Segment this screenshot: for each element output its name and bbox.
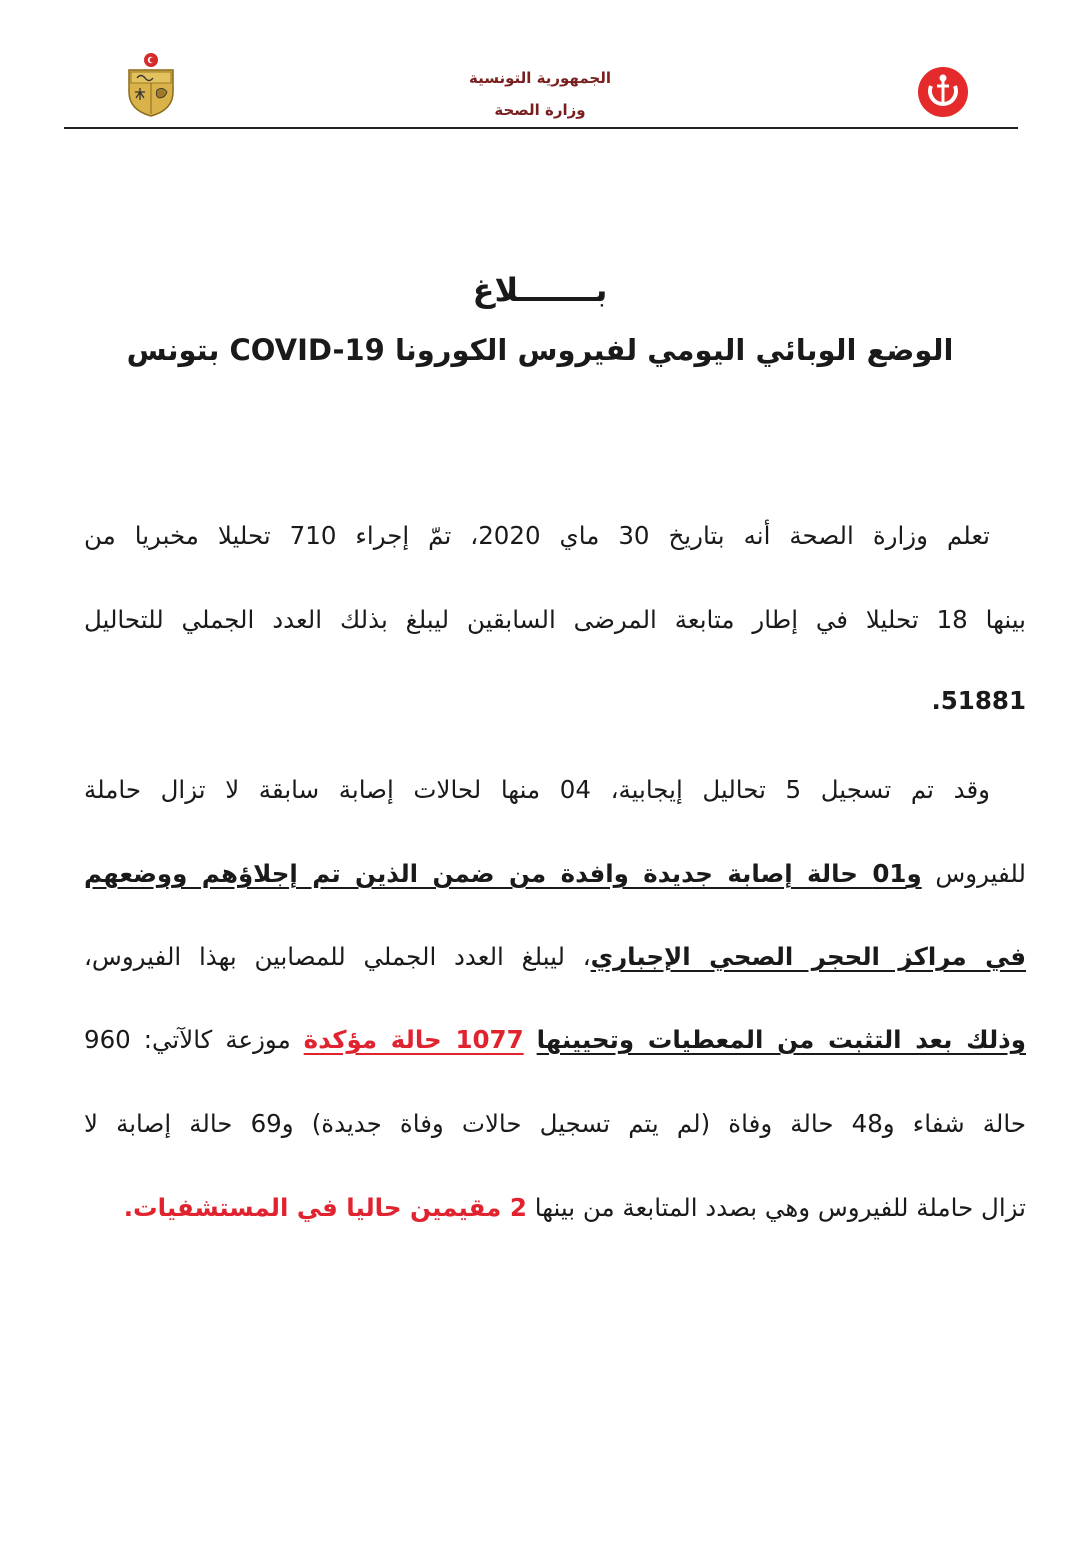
- paragraph2-line6: [84, 1184, 1026, 1232]
- ministry-health-logo-icon: [917, 66, 969, 118]
- header-divider: [64, 127, 1018, 129]
- text-segment: ، ليبلغ العدد الجملي للمصابين بهذا الفيروس،: [84, 942, 591, 971]
- paragraph2-line4: [84, 1016, 1026, 1064]
- paragraph1-line1: تعلم وزارة الصحة أنه بتاريخ 30 ماي 2020، تمّ إجراء 710 تحليلا مخبريا من: [84, 521, 990, 550]
- letterhead: [0, 0, 1080, 140]
- paragraph2-line3: [84, 933, 1026, 981]
- paragraph2-line2: [84, 850, 1026, 898]
- text-segment: [524, 1025, 537, 1054]
- header-titles: [440, 66, 640, 122]
- paragraph2-line5: حالة شفاء و48 حالة وفاة (لم يتم تسجيل حالات وفاة جديدة) و69 حالة إصابة لا: [84, 1109, 1026, 1138]
- document-title: الوضع الوبائي اليومي لفيروس الكورونا COVID-19 بتونس: [126, 333, 954, 367]
- announcement-heading: بـــــــلاغ: [472, 271, 608, 309]
- new-case-highlight: و01 حالة إصابة جديدة وافدة من ضمن الذين تم إجلاؤهم ووضعهم: [84, 859, 922, 888]
- text-segment: تزال حاملة للفيروس وهي بصدد المتابعة من بينها: [526, 1193, 1026, 1222]
- paragraph1-line2: بينها 18 تحليلا في إطار متابعة المرضى السابقين ليبلغ بذلك العدد الجملي للتحاليل: [84, 605, 1027, 634]
- quarantine-highlight: في مراكز الحجر الصحي الإجباري: [590, 942, 1026, 971]
- hospitalized-highlight: 2 مقيمين حاليا في المستشفيات.: [123, 1193, 527, 1222]
- text-segment: للفيروس: [921, 859, 1026, 888]
- paragraph2-line1: وقد تم تسجيل 5 تحاليل إيجابية، 04 منها لحالات إصابة سابقة لا تزال حاملة: [84, 775, 990, 804]
- total-tests-value: 51881.: [931, 686, 1026, 715]
- paragraph1-total: [84, 677, 1026, 725]
- republic-name: الجمهورية التونسية: [469, 69, 611, 87]
- text-segment: موزعة كالآتي: 960: [84, 1025, 304, 1054]
- tunisia-coat-of-arms-icon: [123, 52, 179, 118]
- confirmed-cases-highlight: 1077 حالة مؤكدة: [303, 1025, 524, 1054]
- ministry-name: وزارة الصحة: [494, 101, 586, 119]
- data-verification-highlight: وذلك بعد التثبت من المعطيات وتحيينها: [536, 1025, 1026, 1054]
